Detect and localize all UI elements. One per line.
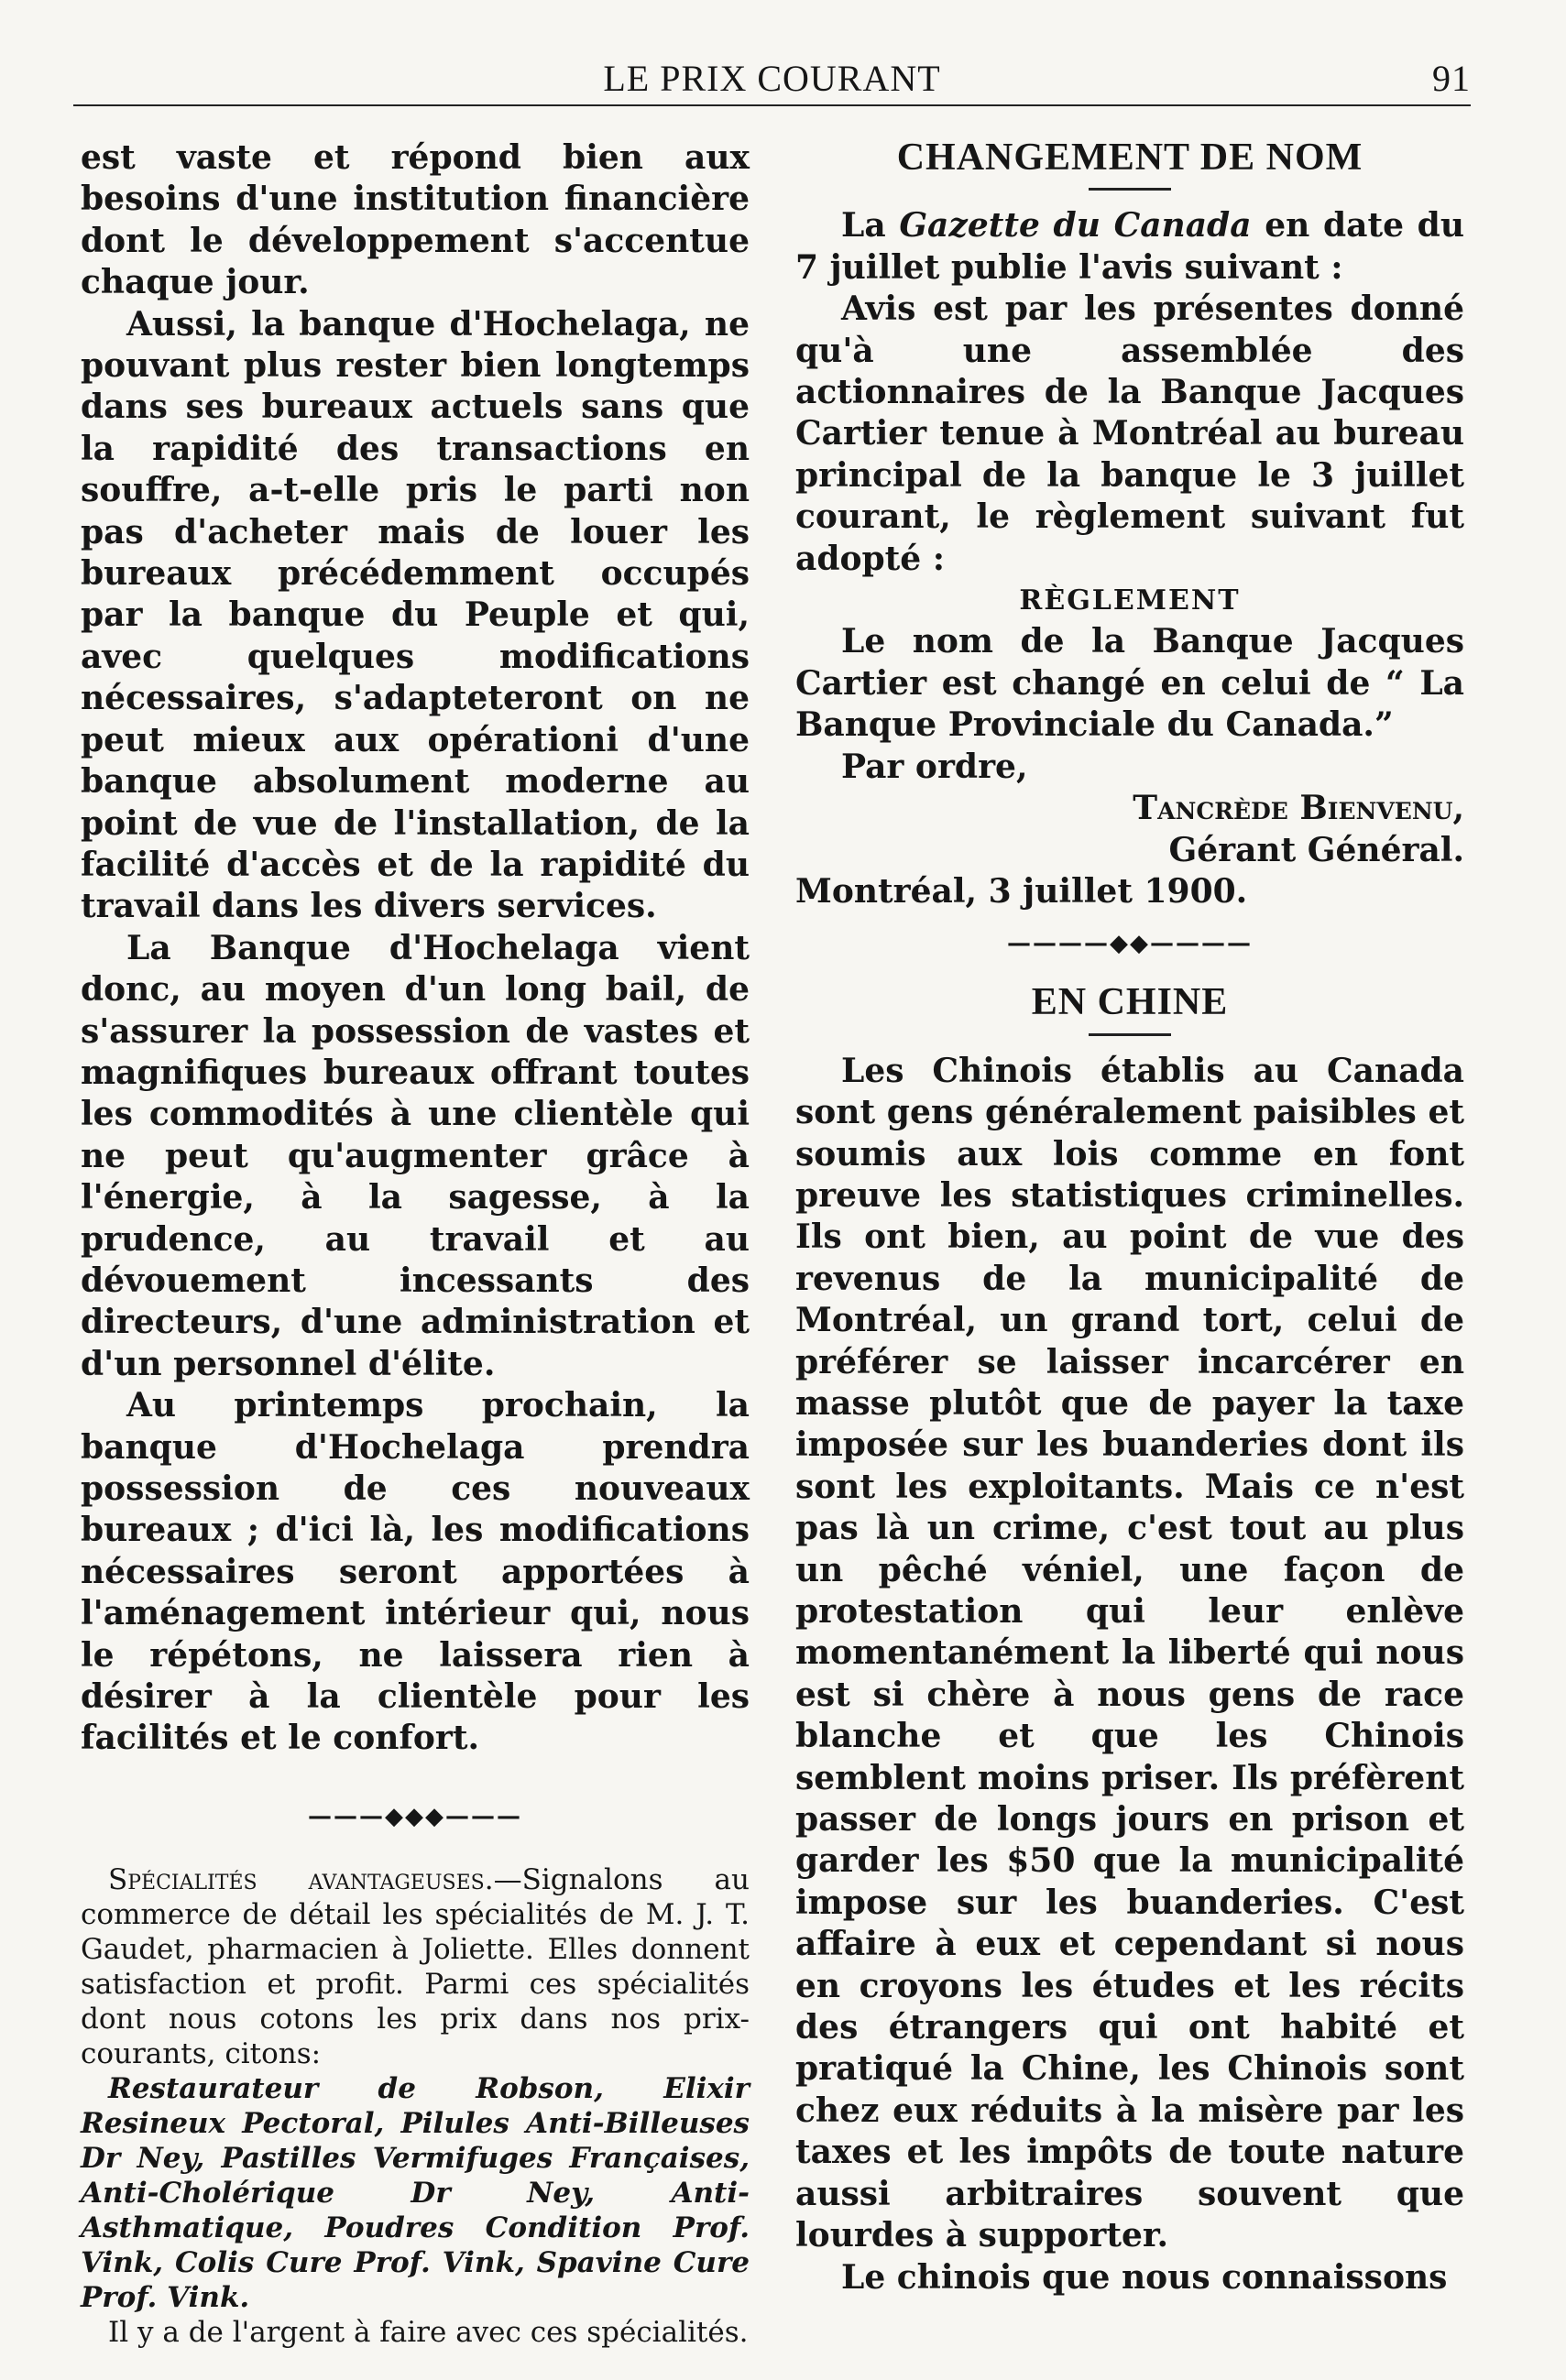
intro-text: La	[841, 206, 900, 246]
specialites-notice	[81, 1862, 750, 2350]
left-column	[81, 137, 750, 2350]
specialites-closing: Il y a de l'argent à faire avec ces spécialités.	[108, 2315, 749, 2349]
title-rule	[1089, 1033, 1171, 1036]
section-title-changement: CHANGEMENT DE NOM	[896, 136, 1363, 179]
paragraph: Les Chinois établis au Canada sont gens généralement paisibles et soumis aux lois comme en font preuve les statistiques criminelles. Ils ont bien, au point de vue des revenus de la municipalité de Montréal, un grand tort, celui de préférer se laisser incarcérer en masse plutôt que de payer la taxe imposée sur les buanderies dont ils sont les exploitants. Mais ce n'est pas là un crime, c'est tout au plus un pêché véniel, une façon de protestation qui leur enlève momentanément la liberté qui nous est si chère à nous gens de race blanche et que les Chinois semblent moins priser. Ils préfèrent passer de longs jours en prison et garder les $50 que la municipalité impose sur les buanderies. C'est affaire à eux et cependant si nous en croyons les études et les récits des étrangers qui ont habité et pratiqué la Chine, les Chinois sont chez eux réduits à la misère par les taxes et les impôts de toute nature aussi arbitraires souvent que lourdes à supporter.	[795, 1051, 1464, 2255]
signer-title: Gérant Général.	[1168, 830, 1464, 869]
publication-title: LE PRIX COURANT	[603, 58, 941, 99]
paragraph: est vaste et répond bien aux besoins d'une institution financière dont le développement s'accentue chaque jour.	[81, 138, 750, 302]
right-column	[795, 137, 1464, 2298]
paragraph: Le chinois que nous connaissons	[841, 2257, 1448, 2297]
page-header	[73, 53, 1471, 106]
reglement-label: RÈGLEMENT	[1019, 584, 1241, 617]
place-date: Montréal, 3 juillet 1900.	[795, 871, 1248, 911]
specialites-text: —Signalons au commerce de détail les spécialités de M. J. T. Gaudet, pharmacien à Joliette. Elles donnent satisfaction et profit. Parmi ces spécialités dont nous cotons les prix dans nos prix-courants, citons:	[81, 1862, 750, 2070]
title-rule	[1089, 188, 1171, 191]
specialites-heading: Spécialités avantageuses.	[108, 1862, 494, 1896]
reglement-text: Le nom de la Banque Jacques Cartier est changé en celui de “ La Banque Provinciale du Canada.”	[795, 622, 1464, 745]
paragraph: Au printemps prochain, la banque d'Hochelaga prendra possession de ces nouveaux bureaux ; d'ici là, les modifications nécessaires seront apportées à l'aménagement intérieur qui, nous le répétons, ne laissera rien à désirer à la clientèle pour les facilités et le confort.	[81, 1386, 750, 1758]
specialites-paragraph	[81, 1862, 750, 2071]
section-ornament: ———◆◆◆———	[308, 1802, 522, 1830]
notice-paragraph: Avis est par les présentes donné qu'à une assemblée des actionnaires de la Banque Jacques Cartier tenue à Montréal au bureau principal de la banque le 3 juillet courant, le règlement suivant fut adopté :	[795, 289, 1464, 578]
paragraph: La Banque d'Hochelaga vient donc, au moyen d'un long bail, de s'assurer la possession de vastes et magnifiques bureaux offrant toutes les commodités à une clientèle qui ne peut qu'augmenter grâce à l'énergie, à la sagesse, à la prudence, au travail et au dévouement incessants des directeurs, d'une administration et d'un personnel d'élite.	[81, 928, 750, 1383]
page-number: 91	[1432, 58, 1471, 99]
signer-name: Tancrède Bienvenu,	[1133, 789, 1464, 828]
intro-text: en date du 7 juillet publie l'avis suivant :	[795, 206, 1464, 287]
specialites-list: Restaurateur de Robson, Elixir Resineux Pectoral, Pilules Anti-Billeuses Dr Ney, Pastilles Vermifuges Françaises, Anti-Cholérique Dr Ney, Anti-Asthmatique, Poudres Condition Prof. Vink, Colis Cure Prof. Vink, Spavine Cure Prof. Vink.	[81, 2071, 750, 2314]
section-title-chine: EN CHINE	[1031, 981, 1229, 1024]
section-ornament: ————◆◆————	[1007, 930, 1253, 958]
gazette-title: Gazette du Canada	[899, 206, 1252, 246]
paragraph: Aussi, la banque d'Hochelaga, ne pouvant plus rester bien longtemps dans ses bureaux actuels sans que la rapidité des transactions en souffre, a-t-elle pris le parti non pas d'acheter mais de louer les bureaux précédemment occupés par la banque du Peuple et qui, avec quelques modifications nécessaires, s'adapteteront on ne peut mieux aux opérationi d'une banque absolument moderne au point de vue de l'installation, de la facilité d'accès et de la rapidité du travail dans les divers services.	[81, 304, 750, 926]
par-ordre: Par ordre,	[841, 747, 1028, 786]
intro-paragraph	[795, 205, 1464, 289]
